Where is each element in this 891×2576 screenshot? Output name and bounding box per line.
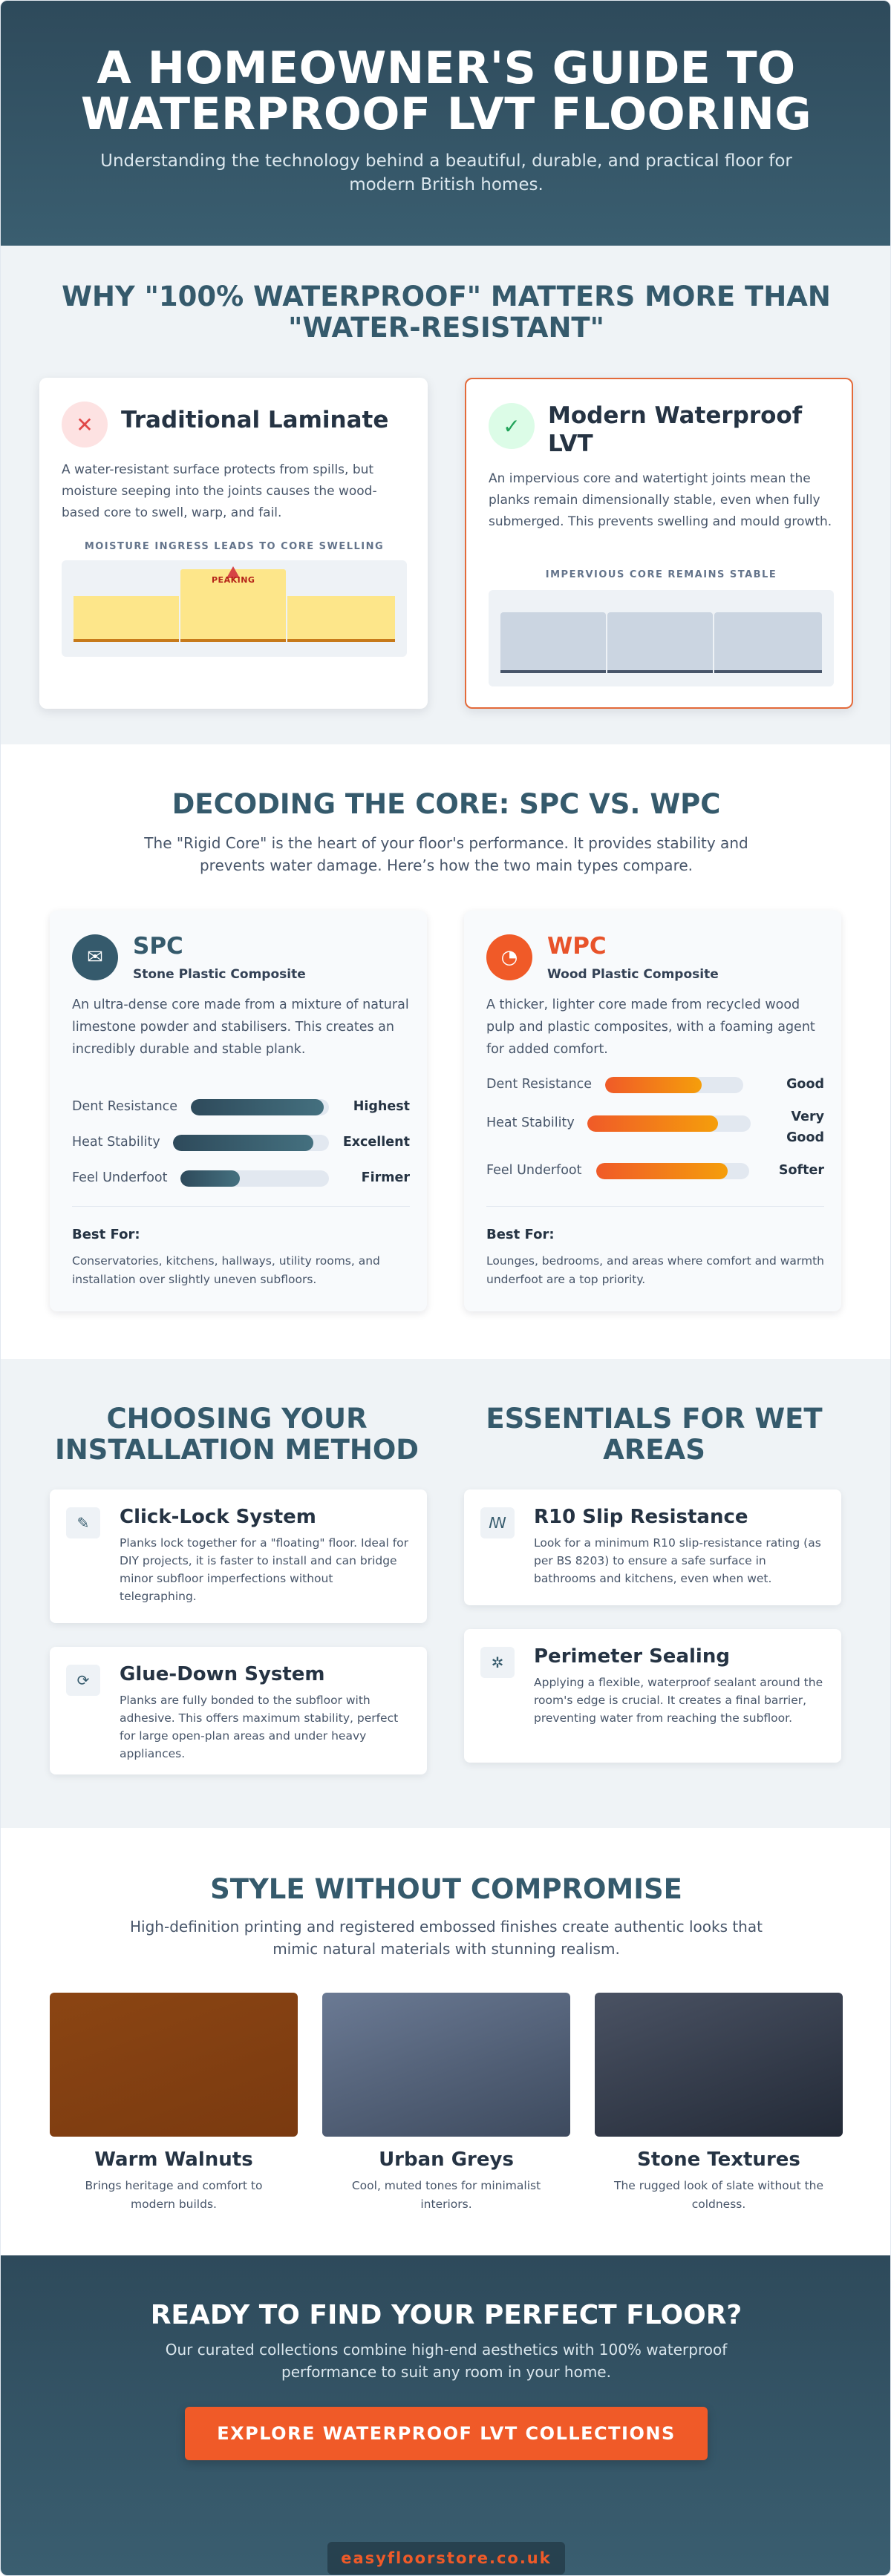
metric-bar	[173, 1135, 329, 1151]
swatch-description: Cool, muted tones for minimalist interiors.	[351, 2179, 541, 2211]
spc-metric-dent	[72, 1095, 410, 1120]
metric-value: Firmer	[361, 1170, 410, 1185]
metric-bar	[596, 1163, 749, 1179]
laminate-diagram-caption: MOISTURE INGRESS LEADS TO CORE SWELLING	[84, 541, 385, 552]
spc-best-for: Conservatories, kitchens, hallways, utility rooms, and installation over slightly uneven subfloors.	[72, 1254, 380, 1286]
perimeter-sealing-description: Applying a flexible, waterproof sealant around the room's edge is crucial. It creates a final barrier, preventing water from reaching the subfloor.	[534, 1676, 823, 1725]
title-line-2: WATERPROOF LVT FLOORING	[80, 88, 812, 140]
cta-subtitle: Our curated collections combine high-end aesthetics with 100% waterproof performance to suit any room in your home.	[165, 2341, 728, 2381]
click-lock-description: Planks lock together for a "floating" floor. Ideal for DIY projects, it is faster to install and can bridge minor subfloor imperfections without telegraphing.	[120, 1536, 409, 1603]
spc-description: An ultra-dense core made from a mixture of natural limestone powder and stabilisers. This creates an incredibly durable and stable plank.	[72, 997, 409, 1057]
metric-value: Very Good	[786, 1110, 824, 1145]
click-lock-title: Click-Lock System	[120, 1506, 316, 1528]
metric-label: Heat Stability	[72, 1135, 160, 1150]
envelope-icon: ✉	[72, 934, 118, 980]
explore-collections-button[interactable]: EXPLORE WATERPROOF LVT COLLECTIONS	[185, 2407, 708, 2460]
stable-core-diagram	[489, 590, 834, 686]
metric-value: Excellent	[342, 1135, 410, 1150]
perimeter-sealing-card	[464, 1629, 841, 1763]
metric-label: Dent Resistance	[72, 1099, 178, 1114]
plank-stable-2	[607, 612, 713, 673]
glue-drop-icon: ⟳	[66, 1665, 100, 1696]
spc-metric-feel	[72, 1166, 410, 1191]
spc-best-for-label: Best For:	[72, 1227, 140, 1242]
section-title-style: STYLE WITHOUT COMPROMISE	[210, 1873, 682, 1905]
wpc-card	[464, 911, 841, 1311]
divider	[72, 1206, 410, 1207]
lvt-card	[465, 378, 853, 709]
wpc-metric-feel	[486, 1158, 824, 1184]
metric-bar-fill	[587, 1115, 718, 1132]
metric-label: Feel Underfoot	[72, 1170, 168, 1185]
style-subtitle: High-definition printing and registered embossed finishes create authentic looks that mimic natural materials with stunning realism.	[130, 1918, 763, 1958]
metric-bar-fill	[191, 1099, 324, 1115]
sparkle-icon: ✲	[480, 1647, 515, 1678]
close-icon: ✕	[62, 402, 108, 448]
wpc-best-for: Lounges, bedrooms, and areas where comfort and warmth underfoot are a top priority.	[486, 1254, 825, 1286]
swatch-name: Urban Greys	[379, 2149, 514, 2171]
metric-value: Good	[786, 1077, 824, 1092]
metric-bar	[605, 1077, 743, 1093]
lvt-diagram-caption: IMPERVIOUS CORE REMAINS STABLE	[545, 569, 777, 580]
wpc-best-for-label: Best For:	[486, 1227, 555, 1242]
lvt-title: Modern Waterproof LVT	[548, 402, 803, 457]
spc-name: SPC	[133, 933, 183, 960]
swelling-diagram	[62, 560, 407, 657]
metric-bar-fill	[173, 1135, 313, 1151]
swatch-warm-walnuts	[50, 1993, 298, 2137]
slip-resistance-description: Look for a minimum R10 slip-resistance rating (as per BS 8203) to ensure a safe surface in bathrooms and kitchens, even when wet.	[534, 1536, 821, 1585]
section-title-why: WHY "100% WATERPROOF" MATTERS MORE THAN "WATER-RESISTANT"	[62, 281, 831, 344]
plank-stable-1	[500, 612, 606, 673]
spc-metric-heat	[72, 1130, 410, 1156]
plank-right	[287, 596, 395, 642]
metric-bar	[180, 1170, 329, 1187]
peaking-label: PEAKING	[212, 575, 255, 585]
core-comparison-section	[1, 744, 891, 1359]
plank-left	[74, 596, 179, 642]
glue-down-description: Planks are fully bonded to the subfloor with adhesive. This offers maximum stability, perfect for large open-plan areas and under heavy appliances.	[120, 1694, 399, 1760]
divider	[486, 1206, 824, 1207]
style-section	[1, 1828, 891, 2255]
clock-icon: ◔	[486, 934, 532, 980]
page-title	[1, 42, 891, 140]
wpc-full-name: Wood Plastic Composite	[547, 967, 719, 982]
metric-bar-fill	[605, 1077, 702, 1093]
wpc-name: WPC	[547, 933, 607, 960]
cta-title: READY TO FIND YOUR PERFECT FLOOR?	[150, 2300, 742, 2330]
metric-value: Softer	[778, 1163, 824, 1178]
swatch-stone-textures	[595, 1993, 843, 2137]
metric-label: Heat Stability	[486, 1115, 575, 1130]
laminate-title: Traditional Laminate	[121, 407, 389, 433]
spc-card	[50, 911, 427, 1311]
perimeter-sealing-title: Perimeter Sealing	[534, 1645, 730, 1668]
edit-icon: ✎	[66, 1507, 100, 1538]
slip-resistance-card	[464, 1489, 841, 1605]
slip-resistance-title: R10 Slip Resistance	[534, 1506, 748, 1528]
swatch-description: The rugged look of slate without the coldness.	[613, 2179, 824, 2211]
hero-subtitle: Understanding the technology behind a beautiful, durable, and practical floor for modern British homes.	[100, 151, 792, 194]
wpc-description: A thicker, lighter core made from recycled wood pulp and plastic composites, with a foaming agent for added comfort.	[486, 997, 815, 1057]
metric-value: Highest	[353, 1099, 410, 1114]
metric-bar-fill	[596, 1163, 728, 1179]
section-title-installation: CHOOSING YOUR INSTALLATION METHOD	[54, 1403, 420, 1466]
wpc-metric-heat	[486, 1107, 824, 1150]
metric-bar	[191, 1099, 329, 1115]
installation-wet-areas-section	[1, 1359, 891, 1828]
section-title-wet-areas: ESSENTIALS FOR WET AREAS	[486, 1403, 823, 1466]
swatch-urban-greys	[322, 1993, 570, 2137]
metric-bar	[587, 1115, 751, 1132]
core-subtitle: The "Rigid Core" is the heart of your floor's performance. It provides stability and prevents water damage. Here’s how the two main types compare.	[144, 834, 748, 874]
metric-bar-fill	[180, 1170, 240, 1187]
plank-stable-3	[714, 612, 822, 673]
lvt-description: An impervious core and watertight joints mean the planks remain dimensionally stable, even when fully submerged. This prevents swelling and mould growth.	[489, 471, 832, 529]
website-link[interactable]: easyfloorstore.co.uk	[327, 2542, 565, 2575]
glue-down-card	[50, 1647, 427, 1774]
metric-label: Dent Resistance	[486, 1077, 593, 1092]
check-icon: ✓	[489, 403, 535, 449]
laminate-card	[39, 378, 428, 709]
waterproof-comparison-section	[1, 246, 891, 744]
footprint-icon: ꟿ	[480, 1507, 515, 1538]
title-line-1: A HOMEOWNER'S GUIDE TO	[97, 42, 796, 94]
swatch-name: Stone Textures	[637, 2149, 800, 2171]
spc-full-name: Stone Plastic Composite	[133, 967, 306, 982]
cta-section	[1, 2255, 891, 2576]
laminate-description: A water-resistant surface protects from spills, but moisture seeping into the joints causes the wood-based core to swell, warp, and fail.	[62, 462, 377, 520]
metric-label: Feel Underfoot	[486, 1163, 582, 1178]
swatch-description: Brings heritage and comfort to modern builds.	[85, 2179, 263, 2211]
hero-section	[1, 1, 891, 246]
glue-down-title: Glue-Down System	[120, 1663, 325, 1685]
wpc-metric-dent	[486, 1072, 824, 1098]
swatch-name: Warm Walnuts	[94, 2149, 253, 2171]
section-title-core: DECODING THE CORE: SPC VS. WPC	[172, 788, 721, 820]
click-lock-card	[50, 1489, 427, 1623]
